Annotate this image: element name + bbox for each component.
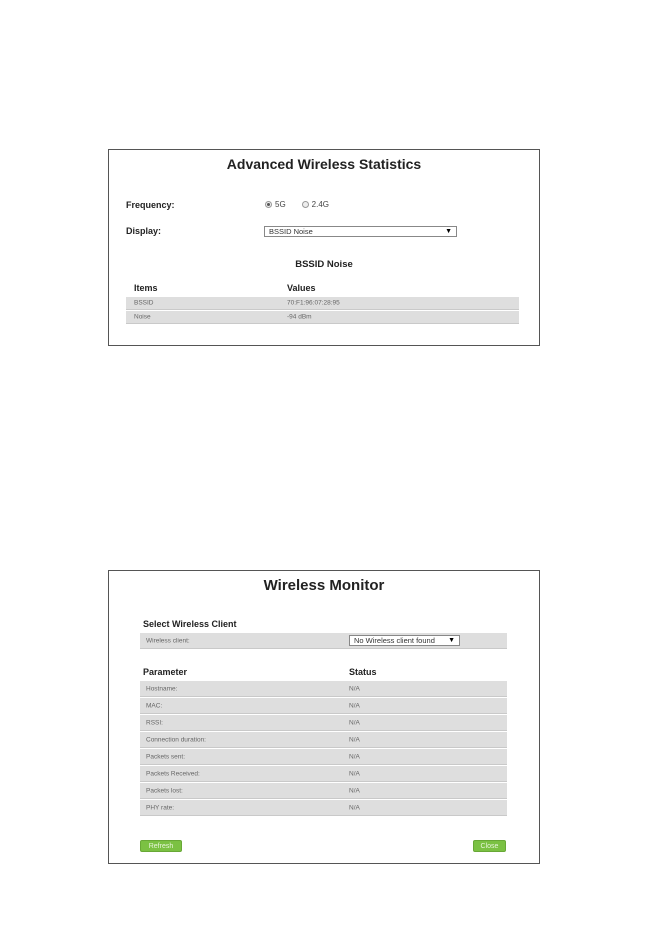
adv-stats-title: Advanced Wireless Statistics: [226, 156, 422, 172]
row-parameter: PHY rate:: [146, 804, 175, 811]
chevron-down-icon: ▼: [445, 228, 452, 235]
row-status: N/A: [349, 787, 360, 794]
display-select-value: BSSID Noise: [269, 227, 313, 236]
table-row: [140, 715, 507, 731]
table-row: [140, 800, 507, 816]
row-status: N/A: [349, 804, 360, 811]
table-row: [140, 732, 507, 748]
frequency-label: Frequency:: [126, 200, 175, 210]
row-parameter: Packets Received:: [146, 770, 200, 777]
row-status: N/A: [349, 702, 360, 709]
row-parameter: Packets lost:: [146, 787, 183, 794]
row-item: Noise: [134, 313, 151, 321]
radio-selected-icon[interactable]: [265, 201, 272, 208]
wireless-monitor-title: Wireless Monitor: [263, 577, 385, 594]
status-column-header: Status: [349, 667, 377, 677]
parameter-column-header: Parameter: [143, 667, 188, 677]
table-row: [126, 311, 519, 324]
refresh-button[interactable]: Refresh: [140, 840, 182, 852]
frequency-option-24g[interactable]: [302, 200, 329, 209]
advanced-wireless-statistics-panel: [108, 149, 540, 346]
select-wireless-client-heading: Select Wireless Client: [143, 619, 237, 629]
wireless-client-row: [140, 633, 507, 649]
wireless-monitor-panel: [108, 570, 540, 864]
row-status: N/A: [349, 719, 360, 726]
table-row: [140, 766, 507, 782]
row-status: N/A: [349, 753, 360, 760]
table-row: [126, 297, 519, 310]
row-status: N/A: [349, 685, 360, 692]
items-column-header: Items: [134, 283, 158, 293]
frequency-option-5g-label: 5G: [275, 200, 286, 209]
frequency-radio-group: [265, 200, 345, 209]
row-parameter: RSSI:: [146, 719, 163, 726]
wireless-client-select-value: No Wireless client found: [354, 636, 435, 645]
row-parameter: MAC:: [146, 702, 163, 709]
row-value: -94 dBm: [287, 313, 312, 321]
radio-unselected-icon[interactable]: [302, 201, 309, 208]
wireless-client-label: Wireless client:: [146, 637, 190, 644]
row-item: BSSID: [134, 299, 154, 307]
row-parameter: Connection duration:: [146, 736, 206, 743]
row-status: N/A: [349, 770, 360, 777]
row-parameter: Hostname:: [146, 685, 178, 692]
row-parameter: Packets sent:: [146, 753, 186, 760]
table-row: [140, 783, 507, 799]
frequency-option-24g-label: 2.4G: [311, 200, 330, 209]
table-row: [140, 681, 507, 697]
chevron-down-icon: ▼: [448, 637, 455, 644]
display-label: Display:: [126, 226, 162, 236]
values-column-header: Values: [287, 283, 316, 293]
bssid-noise-section-title: BSSID Noise: [295, 259, 353, 270]
row-status: N/A: [349, 736, 360, 743]
display-select[interactable]: [264, 226, 457, 237]
wireless-client-select[interactable]: [349, 635, 460, 646]
frequency-option-5g[interactable]: [265, 200, 286, 209]
row-value: 70:F1:96:07:28:95: [287, 299, 340, 307]
table-row: [140, 698, 507, 714]
table-row: [140, 749, 507, 765]
close-button[interactable]: Close: [473, 840, 506, 852]
